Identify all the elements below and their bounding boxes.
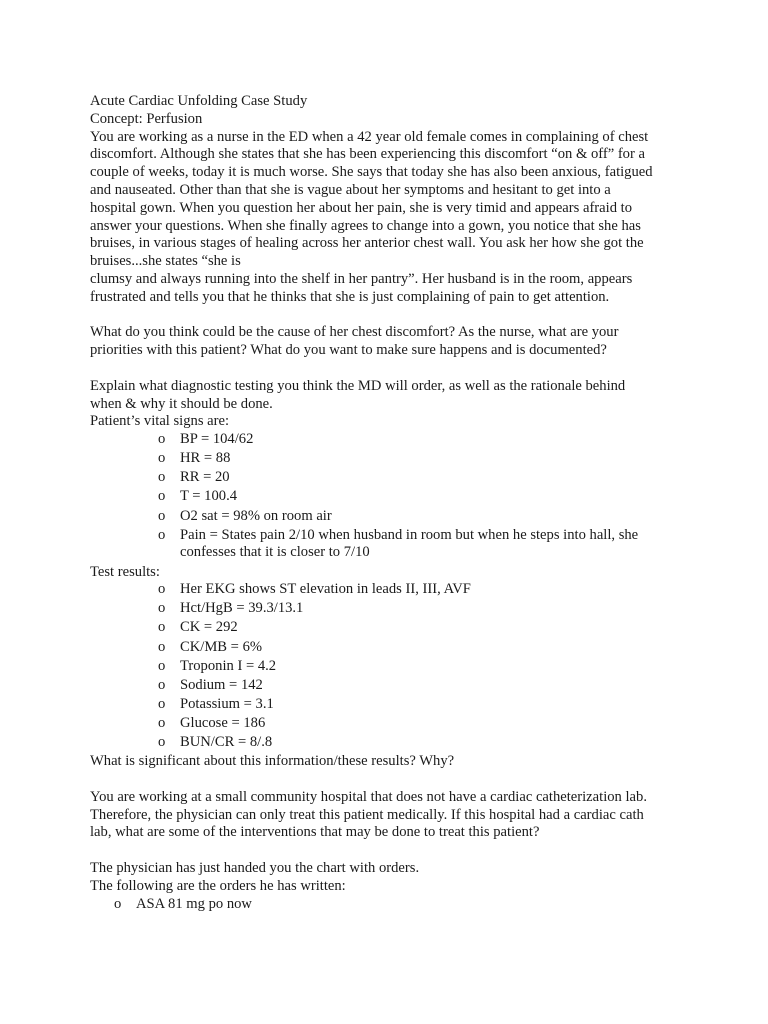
orders-intro: The following are the orders he has written: [90, 877, 346, 894]
list-item [90, 677, 680, 695]
bullet-marker: o [158, 469, 166, 486]
list-item [90, 658, 680, 676]
question-significance: What is significant about this information/these results? Why? [90, 753, 455, 770]
vital-text: RR = 20 [180, 469, 230, 486]
document-page [90, 93, 680, 915]
scenario-line: answer your questions. When she finally agrees to change into a gown, you notice that she has [90, 217, 641, 234]
orders-list [90, 896, 680, 914]
orders-intro: The physician has just handed you the chart with orders. [90, 859, 420, 876]
question-diagnostic-testing [90, 378, 680, 414]
bullet-marker: o [158, 638, 166, 655]
bullet-marker: o [158, 619, 166, 636]
test-text: CK = 292 [180, 619, 238, 636]
list-item [90, 469, 680, 487]
list-item [90, 600, 680, 618]
scenario-line: discomfort. Although she states that she has been experiencing this discomfort “on & off” for a [90, 146, 645, 163]
question-line: priorities with this patient? What do you want to make sure happens and is documented? [90, 342, 607, 359]
vitals-heading: Patient’s vital signs are: [90, 413, 230, 430]
vital-text: BP = 104/62 [180, 431, 254, 448]
bullet-marker: o [158, 734, 166, 751]
bullet-marker: o [158, 526, 166, 543]
tests-heading: Test results: [90, 563, 160, 580]
scenario-line: You are working as a nurse in the ED when a 42 year old female comes in complaining of chest [90, 128, 649, 145]
bullet-marker: o [158, 581, 166, 598]
document-title: Acute Cardiac Unfolding Case Study [90, 93, 308, 109]
test-text: BUN/CR = 8/.8 [180, 734, 273, 751]
list-item [90, 431, 680, 449]
list-item [90, 896, 680, 914]
bullet-marker: o [158, 676, 166, 693]
vital-text: T = 100.4 [180, 488, 238, 505]
scenario-line: couple of weeks, today it is much worse. She says that today she has also been anxious, fatigued [90, 164, 653, 181]
list-item [90, 508, 680, 526]
bullet-marker: o [158, 431, 166, 448]
question-line: when & why it should be done. [90, 395, 273, 412]
bullet-marker: o [158, 657, 166, 674]
list-item [90, 619, 680, 637]
blank-line [90, 360, 680, 378]
bullet-marker: o [158, 695, 166, 712]
bullet-marker: o [114, 895, 122, 912]
question-line: Explain what diagnostic testing you think the MD will order, as well as the rationale behind [90, 377, 626, 394]
bullet-marker: o [158, 600, 166, 617]
test-text: Glucose = 186 [180, 714, 266, 731]
question-cause-priorities [90, 324, 680, 360]
question-line: lab, what are some of the interventions that may be done to treat this patient? [90, 824, 540, 841]
test-text: Sodium = 142 [180, 676, 263, 693]
list-item [90, 450, 680, 468]
list-item [90, 715, 680, 733]
vital-text: O2 sat = 98% on room air [180, 507, 332, 524]
bullet-marker: o [158, 488, 166, 505]
bullet-marker: o [158, 714, 166, 731]
test-text: Potassium = 3.1 [180, 695, 274, 712]
list-item [90, 734, 680, 752]
list-item [90, 639, 680, 657]
tests-list [90, 581, 680, 752]
scenario-line: bruises...she states “she is [90, 253, 241, 270]
test-text: CK/MB = 6% [180, 638, 263, 655]
blank-line [90, 771, 680, 789]
list-item [90, 696, 680, 714]
scenario-line: clumsy and always running into the shelf in her pantry”. Her husband is in the room, appears [90, 270, 633, 287]
vitals-list [90, 431, 680, 562]
question-line: Therefore, the physician can only treat this patient medically. If this hospital had a cardiac cath [90, 806, 644, 823]
scenario-line: hospital gown. When you question her about her pain, she is very timid and appears afraid to [90, 199, 632, 216]
blank-line [90, 842, 680, 860]
scenario-line: frustrated and tells you that he thinks that she is just complaining of pain to get attention. [90, 288, 610, 305]
list-item [90, 581, 680, 599]
bullet-marker: o [158, 450, 166, 467]
question-line: What do you think could be the cause of her chest discomfort? As the nurse, what are your [90, 324, 619, 341]
order-text: ASA 81 mg po now [136, 895, 252, 912]
question-line: You are working at a small community hospital that does not have a cardiac catheterization lab. [90, 788, 647, 805]
test-text: Troponin I = 4.2 [180, 657, 277, 674]
blank-line [90, 307, 680, 325]
question-interventions [90, 789, 680, 842]
vital-text: Pain = States pain 2/10 when husband in room but when he steps into hall, she confesses that it is closer to 7/10 [180, 526, 639, 561]
list-item [90, 488, 680, 506]
vital-text: HR = 88 [180, 450, 231, 467]
test-text: Her EKG shows ST elevation in leads II, III, AVF [180, 581, 471, 598]
scenario-paragraph [90, 129, 680, 307]
list-item [90, 527, 680, 563]
scenario-line: and nauseated. Other than that she is vague about her symptoms and hesitant to get into a [90, 181, 611, 198]
test-text: Hct/HgB = 39.3/13.1 [180, 600, 304, 617]
bullet-marker: o [158, 507, 166, 524]
concept-line: Concept: Perfusion [90, 110, 203, 127]
scenario-line: bruises, in various stages of healing across her anterior chest wall. You ask her how she got the [90, 235, 644, 252]
